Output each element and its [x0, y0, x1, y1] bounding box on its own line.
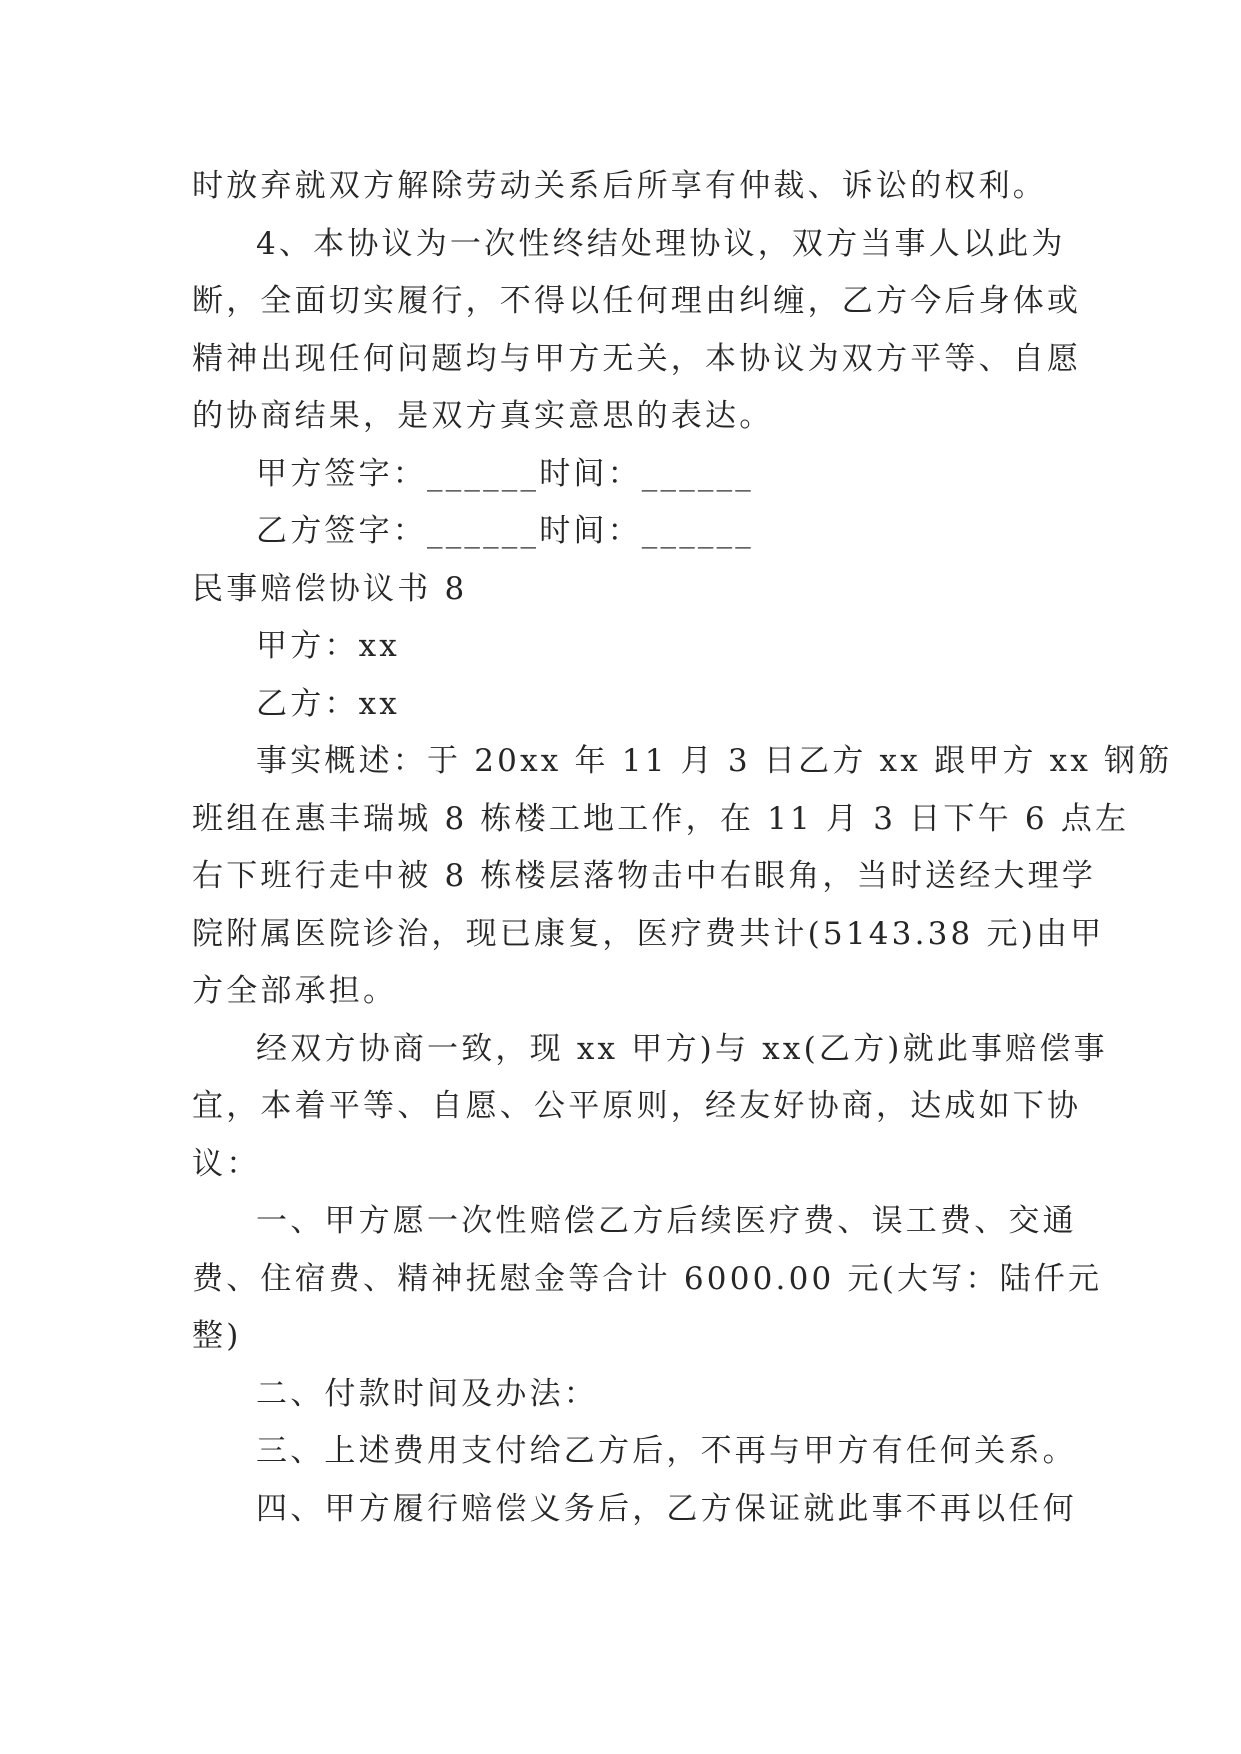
clause-4-line: 四、甲方履行赔偿义务后，乙方保证就此事不再以任何	[256, 1490, 1077, 1527]
text-line-14: 院附属医院诊治，现已康复，医疗费共计(5143.38 元)由甲	[192, 915, 1105, 952]
text-line-18: 议：	[192, 1145, 261, 1182]
clause-1-line-3: 整)	[192, 1318, 242, 1354]
text-line-5: 的协商结果，是双方真实意思的表达。	[192, 398, 774, 434]
signature-line-party-b: 乙方签字：______时间：______	[256, 513, 754, 549]
text-line-2: 4、本协议为一次性终结处理协议，双方当事人以此为	[256, 225, 1066, 262]
signature-line-party-a: 甲方签字：______时间：______	[256, 455, 754, 492]
text-line-11: 事实概述：于 20xx 年 11 月 3 日乙方 xx 跟甲方 xx 钢筋	[256, 743, 1173, 779]
text-line-15: 方全部承担。	[192, 973, 398, 1009]
document-body	[192, 158, 1173, 1538]
clause-2-line: 二、付款时间及办法：	[256, 1375, 598, 1412]
text-line-17: 宜，本着平等、自愿、公平原则，经友好协商，达成如下协	[192, 1088, 1082, 1124]
text-line-12: 班组在惠丰瑞城 8 栋楼工地工作，在 11 月 3 日下午 6 点左	[192, 800, 1130, 837]
text-line-4: 精神出现任何问题均与甲方无关，本协议为双方平等、自愿	[192, 340, 1082, 377]
party-a-line: 甲方：xx	[256, 628, 400, 664]
text-line-1: 时放弃就双方解除劳动关系后所享有仲裁、诉讼的权利。	[192, 168, 1047, 204]
clause-1-line-1: 一、甲方愿一次性赔偿乙方后续医疗费、误工费、交通	[256, 1203, 1077, 1239]
text-line-3: 断，全面切实履行，不得以任何理由纠缠，乙方今后身体或	[192, 283, 1082, 319]
clause-3-line: 三、上述费用支付给乙方后，不再与甲方有任何关系。	[256, 1433, 1077, 1469]
section-title: 民事赔偿协议书 8	[192, 570, 468, 607]
party-b-line: 乙方：xx	[256, 685, 400, 722]
text-line-13: 右下班行走中被 8 栋楼层落物击中右眼角，当时送经大理学	[192, 858, 1097, 894]
clause-1-line-2: 费、住宿费、精神抚慰金等合计 6000.00 元(大写：陆仟元	[192, 1260, 1103, 1297]
text-line-16: 经双方协商一致，现 xx 甲方)与 xx(乙方)就此事赔偿事	[256, 1030, 1108, 1067]
